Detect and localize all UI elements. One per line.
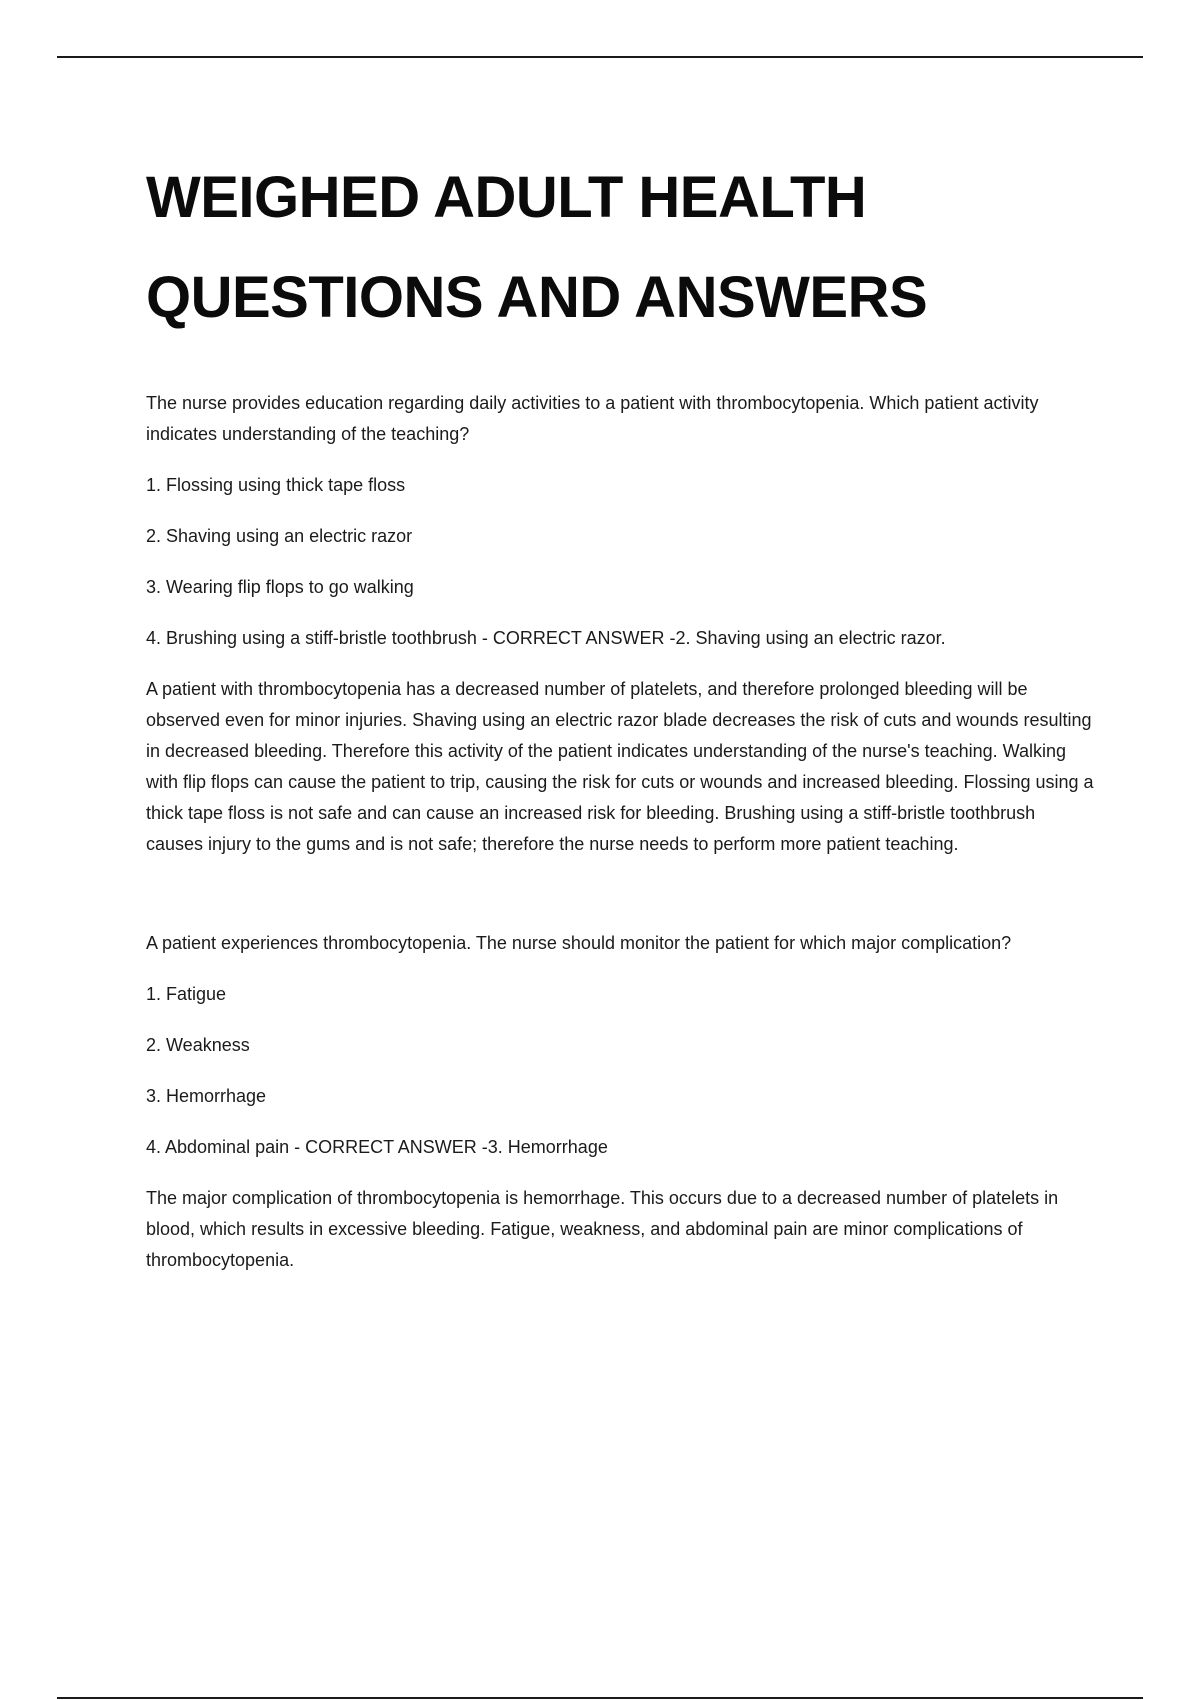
question-1-option-3: 3. Wearing flip flops to go walking [146, 577, 414, 597]
document-title [146, 148, 1096, 348]
question-2-option-4-with-answer: 4. Abdominal pain - CORRECT ANSWER -3. Hemorrhage [146, 1137, 608, 1157]
document-title-line-2: QUESTIONS AND ANSWERS [146, 265, 928, 330]
document-body [146, 148, 1096, 1296]
question-2-option-1: 1. Fatigue [146, 984, 227, 1004]
question-2-rationale: The major complication of thrombocytopenia is hemorrhage. This occurs due to a decreased number of platelets in blood, which results in excessive bleeding. Fatigue, weakness, and abdominal pain are minor complications of thrombocytopenia. [146, 1188, 1059, 1270]
header-rule [57, 56, 1143, 58]
question-2-stem: A patient experiences thrombocytopenia. The nurse should monitor the patient for which major complication? [146, 933, 1012, 953]
document-title-line-1: WEIGHED ADULT HEALTH [146, 165, 867, 230]
question-2-option-3: 3. Hemorrhage [146, 1086, 267, 1106]
question-1-option-4-with-answer: 4. Brushing using a stiff-bristle toothbrush - CORRECT ANSWER -2. Shaving using an electric razor. [146, 628, 946, 648]
question-1-option-1: 1. Flossing using thick tape floss [146, 475, 406, 495]
question-1-option-2: 2. Shaving using an electric razor [146, 526, 413, 546]
question-1-rationale: A patient with thrombocytopenia has a decreased number of platelets, and therefore prolonged bleeding will be observed even for minor injuries. Shaving using an electric razor blade decreases the risk of cuts and wounds resulting in decreased bleeding. Therefore this activity of the patient indicates understanding of the nurse's teaching. Walking with flip flops can cause the patient to trip, causing the risk for cuts or wounds and increased bleeding. Flossing using a thick tape floss is not safe and can cause an increased risk for bleeding. Brushing using a stiff-bristle toothbrush causes injury to the gums and is not safe; therefore the nurse needs to perform more patient teaching. [146, 679, 1094, 854]
question-1 [146, 388, 1096, 860]
question-1-stem: The nurse provides education regarding daily activities to a patient with thrombocytopenia. Which patient activity indicates understanding of the teaching? [146, 393, 1039, 444]
question-2 [146, 928, 1096, 1276]
question-2-option-2: 2. Weakness [146, 1035, 250, 1055]
footer-rule [57, 1697, 1143, 1699]
